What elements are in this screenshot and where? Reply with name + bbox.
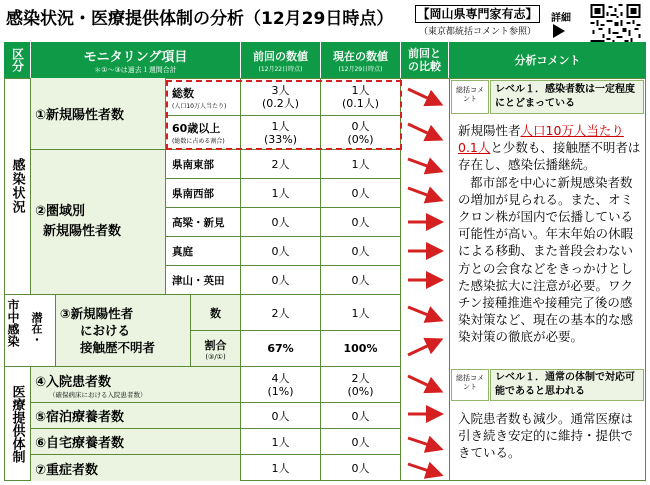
row6-label: ⑥自宅療養者数 [31, 429, 241, 455]
arrow-down-icon [408, 188, 438, 199]
row2e-prev: 0人 [241, 266, 321, 295]
row4-label: ④入院患者数 （確保病床における入院患者数） [31, 367, 241, 403]
row2b-label: 県南西部 [166, 179, 241, 208]
arrow-down-icon [408, 124, 438, 138]
section-infection: 感染状況 [4, 78, 31, 295]
row1b-prev: 1人 (33%) [241, 115, 321, 150]
row3b-label: 割合 (③/①) [191, 331, 241, 367]
row5-label: ⑤宿泊療養者数 [31, 403, 241, 429]
row1a-label: 総数 (人口10万人当たり) [166, 79, 241, 115]
row5-prev: 0人 [241, 403, 321, 429]
row6-prev: 1人 [241, 429, 321, 455]
header-item: モニタリング項目 ＊①〜③は過去１週間合計 [31, 42, 241, 78]
row6-curr: 0人 [321, 429, 401, 455]
arrow-up-icon [408, 341, 438, 355]
arrow-down-icon [408, 376, 438, 390]
row2b-prev: 1人 [241, 179, 321, 208]
row2e-label: 津山・英田 [166, 266, 241, 295]
level-comment-medical: レベル１．通常の体制で対応可能であると思われる [490, 369, 644, 401]
row2e-curr: 0人 [321, 266, 401, 295]
row1a-prev: 3人 (0.2人) [241, 79, 321, 115]
page-title: 感染状況・医療提供体制の分析（12月29日時点） [6, 9, 394, 29]
row3b-curr: 100% [321, 331, 401, 367]
header-compare: 前回との比較 [401, 42, 449, 78]
arrow-down-icon [408, 89, 438, 103]
row7-prev: 1人 [241, 455, 321, 481]
row4-curr: 2人 (0%) [321, 367, 401, 403]
row7-label: ⑦重症者数 [31, 455, 241, 481]
right-arrow-icon [553, 24, 565, 38]
header-comment: 分析コメント [449, 42, 646, 78]
row2c-label: 高梁・新見 [166, 208, 241, 237]
row2d-prev: 0人 [241, 237, 321, 266]
sokatsu-box-infection: 総括コメント [451, 80, 489, 114]
row3a-curr: 1人 [321, 295, 401, 331]
expert-label: 【岡山県専門家有志】 [415, 5, 540, 23]
row5-curr: 0人 [321, 403, 401, 429]
arrow-down-icon [408, 438, 438, 448]
compare-divider [449, 78, 450, 481]
row2d-curr: 0人 [321, 237, 401, 266]
row2c-curr: 0人 [321, 208, 401, 237]
row3a-prev: 2人 [241, 295, 321, 331]
level-comment-infection: レベル１．感染者数は一定程度にとどまっている [490, 80, 644, 114]
row3a-label: 数 [191, 295, 241, 331]
row3b-prev: 67% [241, 331, 321, 367]
row2a-curr: 1人 [321, 150, 401, 179]
row2c-prev: 0人 [241, 208, 321, 237]
row2-label: ②圏域別 新規陽性者数 [31, 150, 166, 295]
detail-label: 詳細 [551, 13, 571, 24]
row1-label: ①新規陽性者数 [31, 78, 166, 150]
arrow-down-icon [408, 159, 438, 170]
expert-note: （東京都統括コメント参照） [418, 27, 536, 37]
row1a-curr: 1人 (0.1人) [321, 79, 401, 115]
header-kubun: 区分 [4, 42, 31, 78]
sokatsu-box-medical: 総括コメント [451, 369, 489, 401]
highlight-frame [166, 80, 402, 150]
header-curr: 現在の数値 (12月29日時点) [321, 42, 401, 78]
row1b-curr: 0人 (0%) [321, 115, 401, 150]
header-prev: 前回の数値 (12月22日時点) [241, 42, 321, 78]
row7-curr: 0人 [321, 455, 401, 481]
city-area-label: 市中感染 [6, 299, 20, 347]
latent-label: 潜在・ [30, 312, 43, 345]
row2d-label: 真庭 [166, 237, 241, 266]
row1b-label: 60歳以上 (総数に占める割合) [166, 115, 241, 150]
medical-comment-text: 入院患者数も減少。通常医療は引き続き安定的に維持・提供できている。 [458, 411, 634, 461]
row2a-label: 県南東部 [166, 150, 241, 179]
row2b-curr: 0人 [321, 179, 401, 208]
infection-comment-text: 新規陽性者人口10万人当たり0.1人と少数も、接触歴不明者は存在し、感染伝播継続。 都市部を中心に新規感染者数の増加が見られる。また、オミクロン株が国内で伝播している可能性が高い。年末年始の休暇による移動、また普段会わない方との会食などをきっかけとした感染拡大に注意が必要。ワクチン接種推進や接種完了後の感染対策など、現在の基本的な感染対策の徹底が必要。 [458, 123, 641, 345]
section-medical: 医療提供体制 [4, 367, 31, 481]
row2a-prev: 2人 [241, 150, 321, 179]
row3-label: ③新規陽性者 における 接触歴不明者 [56, 295, 191, 367]
arrow-down-icon [408, 307, 438, 319]
row4-prev: 4人 (1%) [241, 367, 321, 403]
compare-arrows [402, 78, 448, 481]
arrow-down-icon [408, 464, 438, 474]
